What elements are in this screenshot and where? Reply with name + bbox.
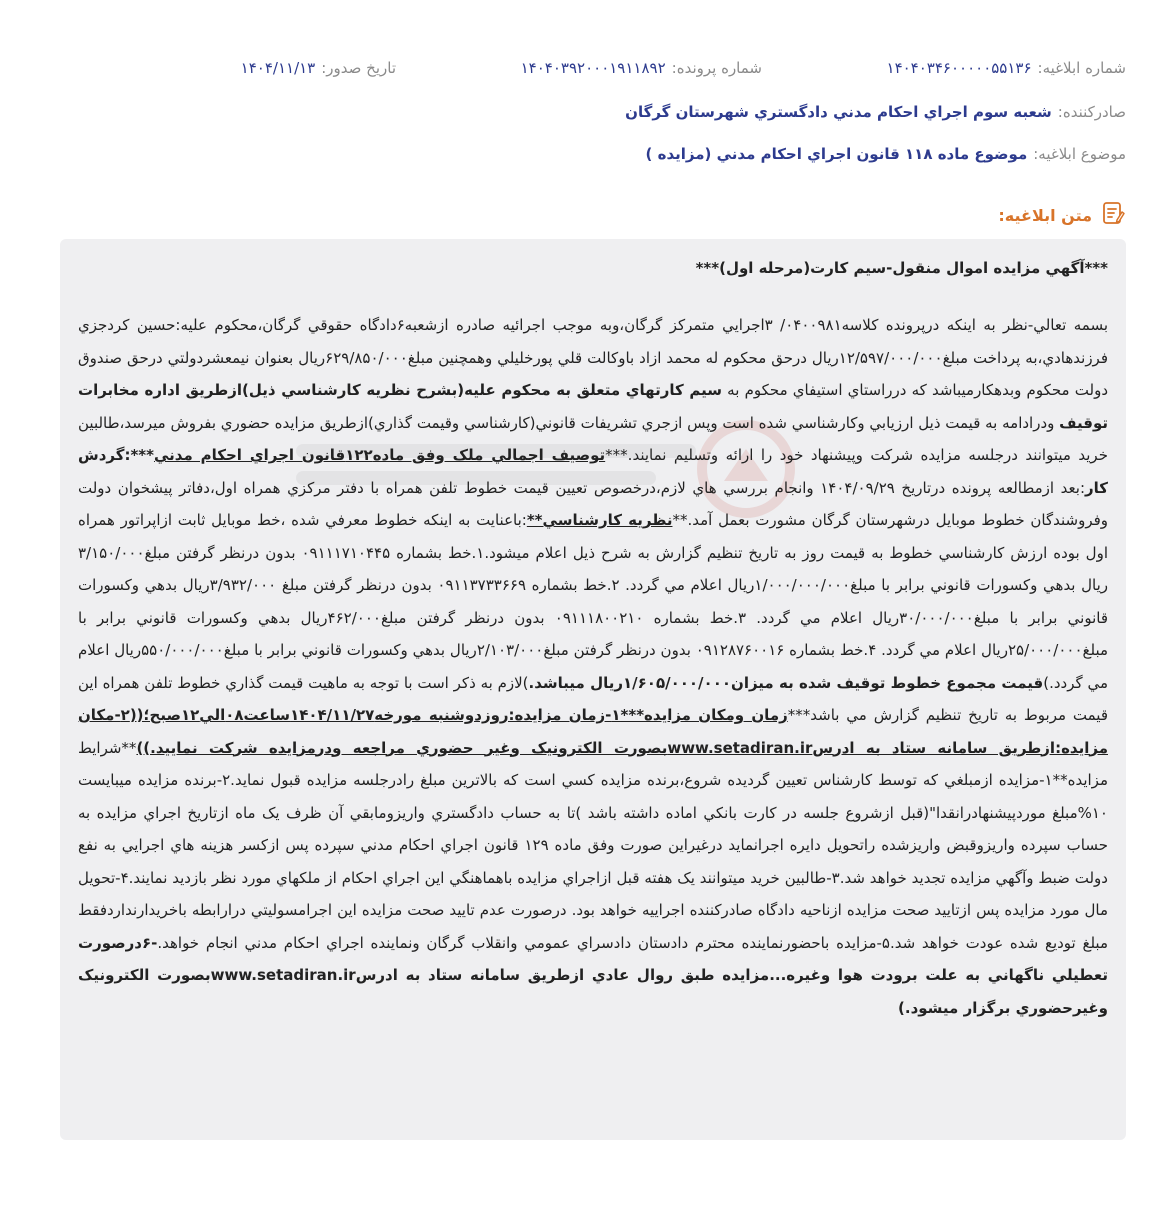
notice-number-field xyxy=(887,59,1126,77)
issuer-value: شعبه سوم اجراي احکام مدني دادگستري شهرستان گرگان xyxy=(625,103,1052,121)
case-number-label: شماره پرونده: xyxy=(671,59,762,77)
notice-bold-segment: ***:گردش کار xyxy=(78,446,1108,497)
notice-text-segment: :باعنايت به اينکه خطوط معرفي شده ،خط موبايل ثابت ازاپراتور همراه اول بوده ارزش کارشناسي خطوط به قيمت روز به تاريخ تنظيم گزارش به شرح ذيل اعلام ميشود.۱.خط بشماره ۰۹۱۱۱۷۱۰۴۴۵ بدون درنظر گرفتن مبلغ۳/۱۵۰/۰۰۰ ريال بدهي وکسورات قانوني برابر با مبلغ۱/۰۰۰/۰۰۰/۰۰۰ريال اعلام مي گردد. ۲.خط بشماره ۰۹۱۱۳۷۳۳۶۶۹ بدون درنظر گرفتن مبلغ ۳/۹۳۲/۰۰۰ريال بدهي وکسورات قانوني برابر با مبلغ۳۰/۰۰۰/۰۰۰ريال اعلام مي گردد. ۳.خط بشماره ۰۹۱۱۱۸۰۰۲۱۰ بدون درنظر گرفتن مبلغ۴۶۲/۰۰۰ريال بدهي وکسورات قانوني برابر با مبلغ۲۵/۰۰۰/۰۰۰ريال اعلام مي گردد. ۴.خط بشماره ۰۹۱۲۸۷۶۰۰۱۶ بدون درنظر گرفتن مبلغ۲/۱۰۳/۰۰۰ريال بدهي وکسورات قانوني برابر با مبلغ۵۵۰/۰۰۰/۰۰۰ريال اعلام مي گردد.) xyxy=(78,511,1109,692)
section-title-text: متن ابلاغيه: xyxy=(998,205,1092,225)
notice-number-label: شماره ابلاغيه: xyxy=(1037,59,1126,77)
case-number-value: ۱۴۰۴۰۳۹۲۰۰۰۱۹۱۱۸۹۲ xyxy=(520,59,666,77)
issuer-label: صادرکننده: xyxy=(1057,103,1126,121)
notice-heading: ***آگهي مزايده اموال منقول-سيم کارت(مرحله اول)*** xyxy=(695,259,1108,277)
subject-label: موضوع ابلاغيه: xyxy=(1033,145,1126,163)
issuer-field xyxy=(60,98,1126,126)
issue-date-label: تاريخ صدور: xyxy=(321,59,396,77)
issue-date-field xyxy=(241,59,396,77)
notice-text-segment: :بعد ازمطالعه پرونده درتاريخ ۱۴۰۴/۰۹/۲۹ وانجام بررسي هاي لازم،درخصوص تعيين قيمت خطوط تلفن همراه با دفتر مرکزي همراه اول،دفاتر پيشخوان دولت وفروشندگان خطوط موبايل درشهرستان گرگان مشورت بعمل آمد.** xyxy=(78,478,1109,529)
subject-value: موضوع ماده ۱۱۸ قانون اجراي احکام مدني (مزايده ) xyxy=(645,145,1028,163)
issue-date-value: ۱۴۰۴/۱۱/۱۳ xyxy=(240,59,316,77)
notice-body xyxy=(78,309,1108,1024)
notice-underlined-segment: توصيف اجمالي ملک وفق ماده۱۲۲قانون اجراي احکام مدني xyxy=(153,446,606,464)
document-notice-icon xyxy=(1100,200,1126,230)
case-number-field xyxy=(521,59,762,77)
notice-bold-segment: -۶درصورت تعطيلي ناگهاني به علت برودت هوا وغيره...مزايده طبق روال عادي ازطريق سامانه ستاد به ادرسwww.setadiran.irبصورت الکترونيک وغيرحضوري برگزار ميشود.) xyxy=(78,933,1108,1017)
notice-bold-segment: قيمت مجموع خطوط توقيف شده به ميزان۱/۶۰۵/۰۰۰/۰۰۰ريال ميباشد. xyxy=(528,673,1044,692)
notice-content-box xyxy=(60,239,1126,1140)
notice-text-segment: بسمه تعالي-نظر به اينکه درپرونده کلاسه۰۴۰۰۹۸۱/ ۳اجرايي متمرکز گرگان،وبه موجب اجرائيه صادره ازشعبه۶دادگاه حقوقي گرگان،محکوم عليه:حسين کردجزي فرزندهادي،به پرداخت مبلغ۱۲/۵۹۷/۰۰۰/۰۰۰ريال درحق محکوم له محمد ازاد باوکالت قلي پورخليلي وهمچنين مبلغ۶۲۹/۸۵۰/۰۰۰ريال بعنوان نيمعشردولتي درحق صندوق دولت محکوم وبدهکارميباشد که درراستاي استيفاي محکوم به xyxy=(78,316,1109,399)
notice-text-section-title xyxy=(998,200,1126,230)
notice-text-segment: )لازم به ذکر است با توجه به ماهيت قيمت گذاري خطوط تلفن همراه اين قيمت مربوط به تاريخ تنظيم گزارش مي باشد*** xyxy=(78,673,1108,724)
notice-underlined-segment: زمان ومکان مزايده***۱-زمان مزايده:روزدوشنبه مورخه۱۴۰۴/۱۱/۲۷ساعت۰۸الي۱۲صبح؛((۲-مکان مزايده:ازطريق سامانه ستاد به ادرسwww.setadiran.irبصورت الکترونيک وغير حضوري مراجعه ودرمزايده شرکت نماييد.)) xyxy=(78,706,1108,757)
notice-bold-segment: سيم کارتهاي متعلق به محکوم عليه(بشرح نظريه کارشناسي ذيل)ازطريق اداره مخابرات توقيف xyxy=(78,381,1108,432)
metadata-row-numbers xyxy=(60,54,1126,82)
notice-text-segment: **شرايط مزايده**۱-مزايده ازمبلغي که توسط کارشناس تعيين گرديده شروع،برنده مزايده کسي است که بالاترين مبلغ رادرجلسه مزايده قبول نمايد.۲-برنده مزايده ميبايست ۱۰%مبلغ موردپيشنهادرانقدا"(قبل ازشروع جلسه در کارت بانکي اماده داشته باشد )تا به حساب دادگستري واريزومابقي آن ظرف يک ماه ازتاريخ اجراي مزايده به حساب سپرده واريزوقبض واريزشده راتحويل دايره اجرانمايد درغيراين صورت وفق ماده ۱۲۹ قانون اجراي احکام مدني سپرده پس ازکسر هزينه هاي اجرايي به نفع دولت ضبط وآگهي مزايده تجديد خواهد شد.۳-طالبين خريد ميتوانند يک هفته قبل ازاجراي مزايده باهماهنگي اين اجراي احکام از ملکهاي مورد نظر بازديد نمايند.۴-تحويل مال مورد مزايده پس ازتاييد صحت مزايده ازناحيه دادگاه صادرکننده اجراييه خواهد بود. درصورت عدم تاييد صحت مزايده اين اجرامسوليتي درارابطه باخريدارنداردفقط مبلغ توديع شده عودت خواهد شد.۵-مزايده باحضورنماينده محترم دادستان دادسراي عمومي وانقلاب گرگان ونماينده اجراي احکام مدني انجام خواهد. xyxy=(78,738,1108,952)
subject-field xyxy=(60,140,1126,168)
notice-number-value: ۱۴۰۴۰۳۴۶۰۰۰۰۰۵۵۱۳۶ xyxy=(886,59,1032,77)
notice-text-segment: ودرادامه به قيمت ذيل ارزيابي وکارشناسي شده است وپس ازجري تشريفات قانوني(کارشناسي وقيمت گذاري)ازطريق مزايده حضوري بفروش ميرسد،طالبين خريد ميتوانند درجلسه مزايده شرکت وپيشنهاد خود را ارائه وتسليم نمايند.*** xyxy=(78,413,1108,464)
notice-underlined-segment: نظريه کارشناسي** xyxy=(526,511,673,529)
